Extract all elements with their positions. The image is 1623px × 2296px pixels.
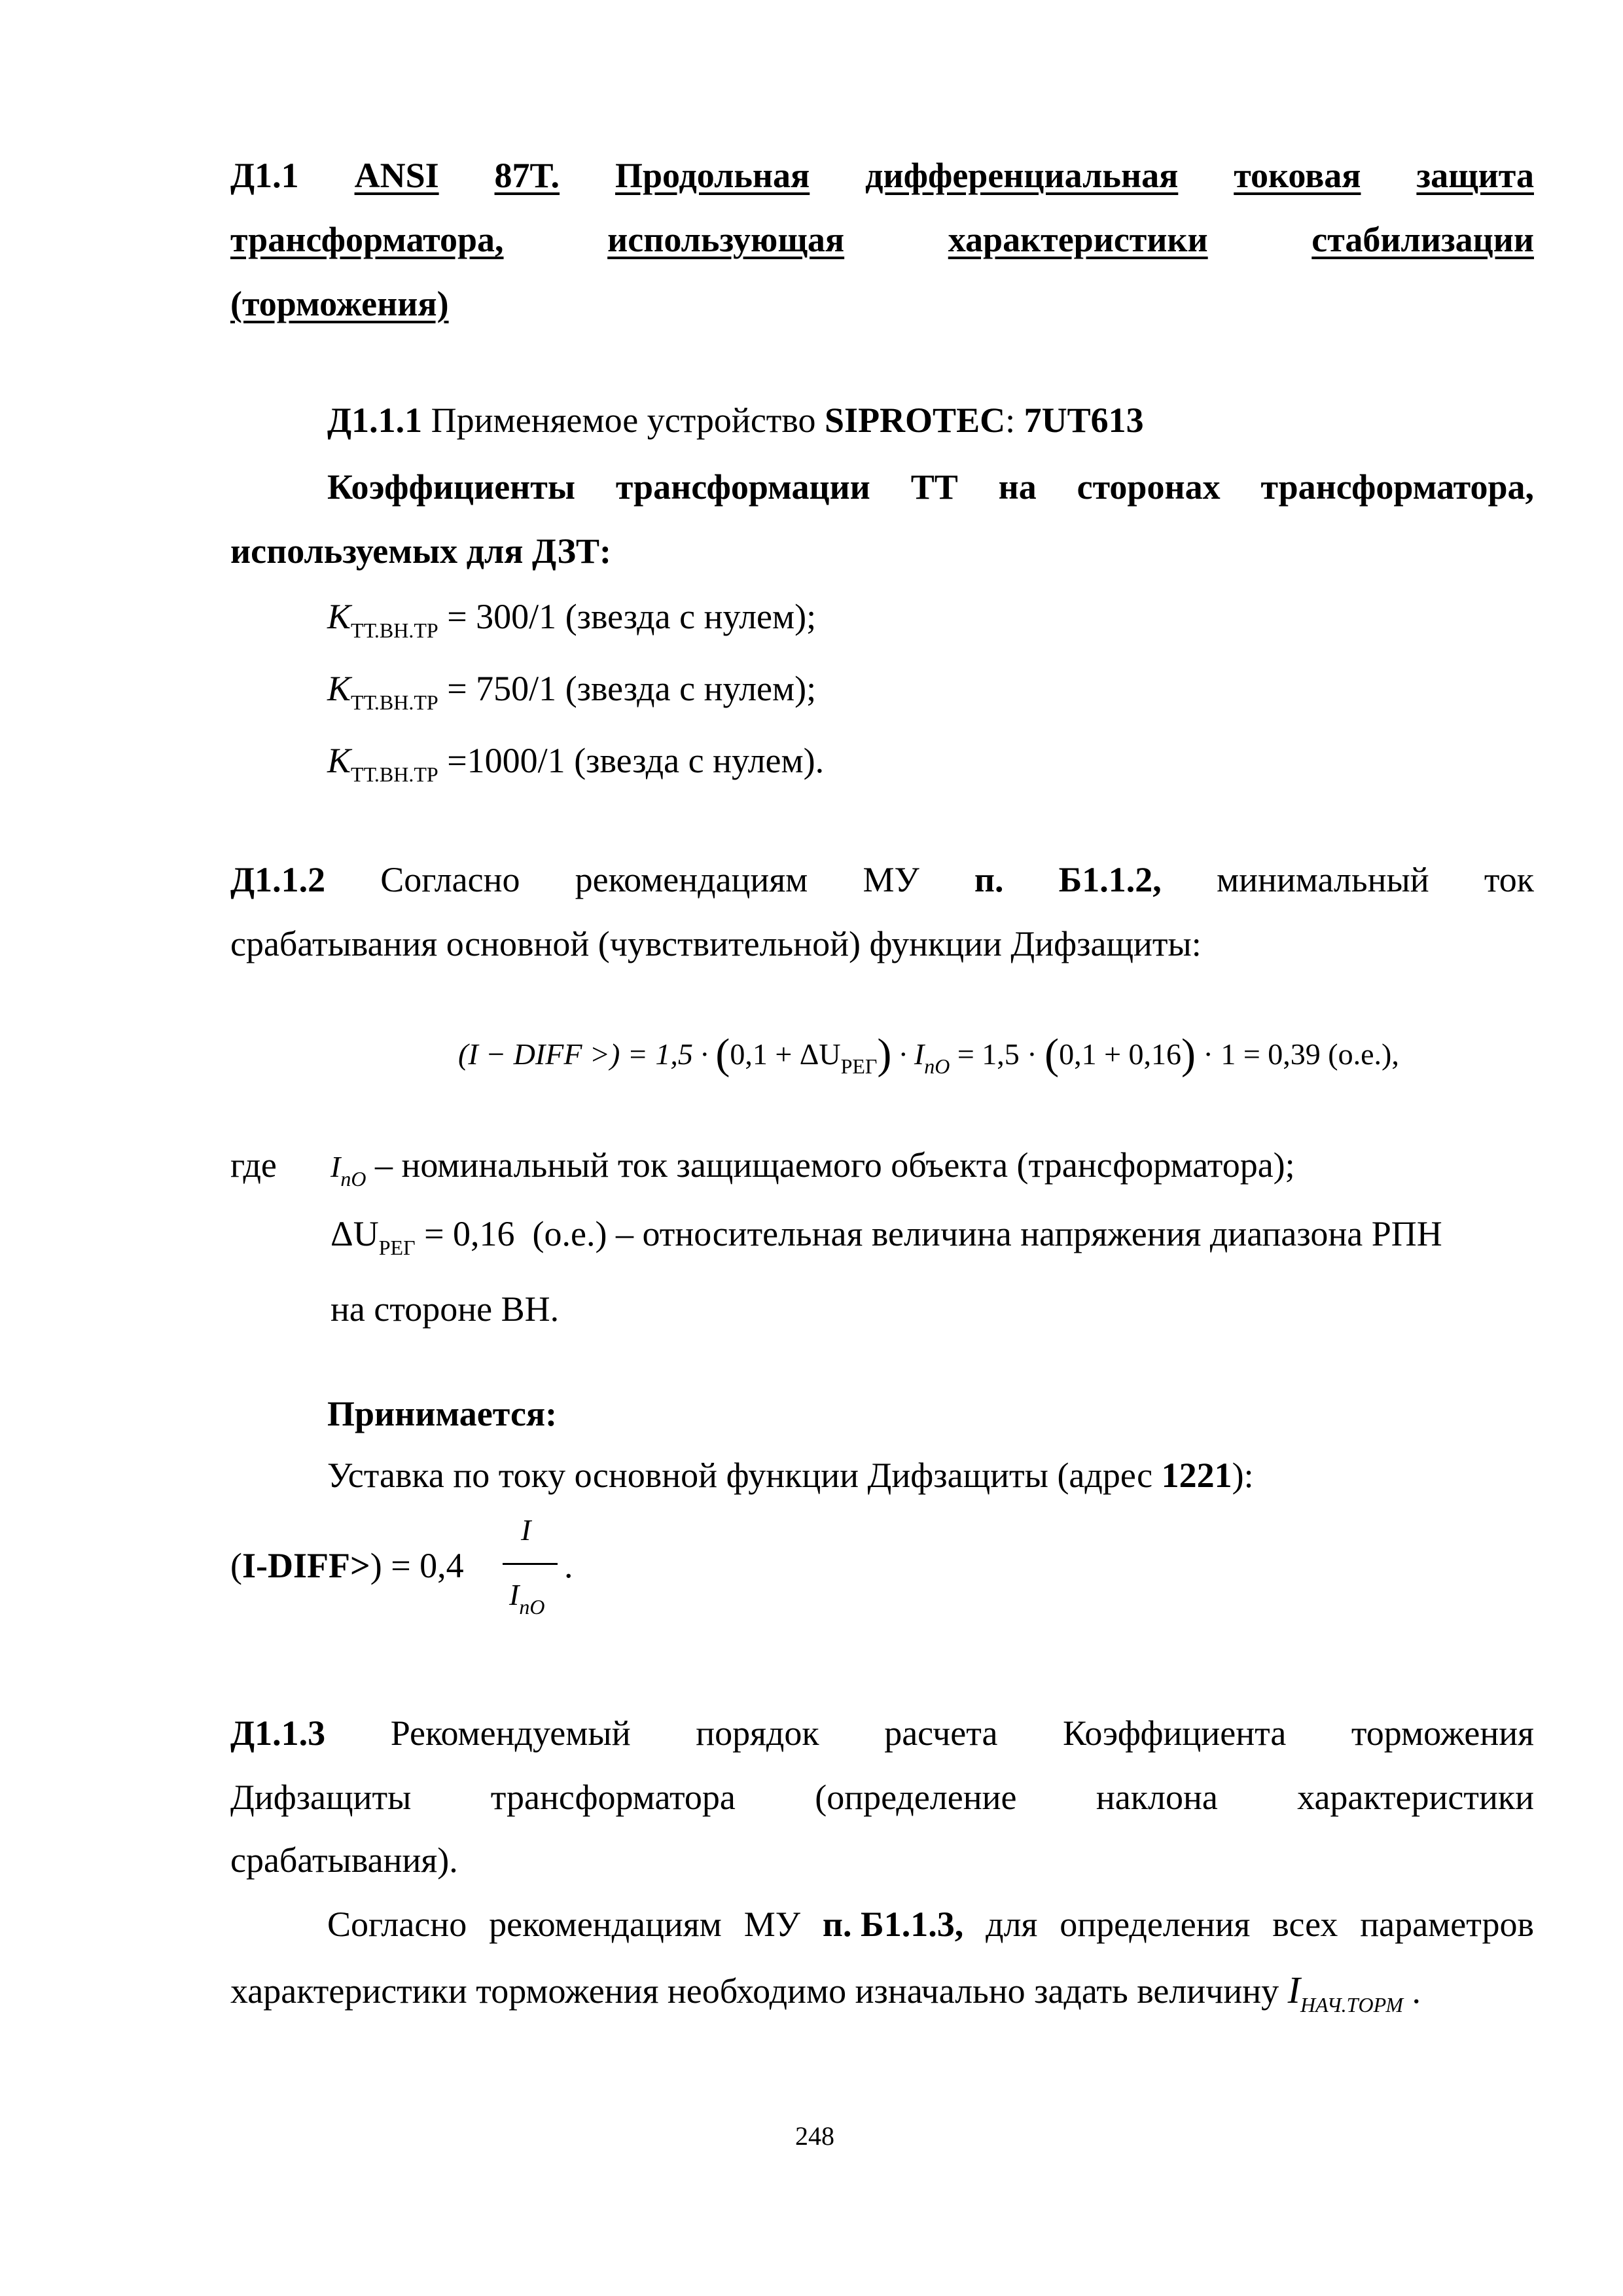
last-para-text: характеристики торможения необходимо изначально задать величину xyxy=(230,1971,1279,2011)
p113-line2 xyxy=(230,1776,1534,1819)
p112-word: Согласно xyxy=(380,860,520,899)
section-heading-line3: (торможения) xyxy=(230,284,449,323)
setting-value: 0,4 xyxy=(419,1546,464,1585)
formula-term: 0,1 + ΔU xyxy=(730,1037,841,1071)
current-symbol: I xyxy=(330,1150,341,1183)
device-paragraph xyxy=(327,399,1144,442)
ratio-value: = 300/1 xyxy=(438,597,557,636)
setting-equals: ) = xyxy=(370,1546,420,1585)
last-para-line1 xyxy=(327,1903,1534,1946)
section-heading-line1 xyxy=(230,154,1534,197)
voltage-description: (о.е.) – относительная величина напряжения диапазона РПН xyxy=(532,1214,1442,1253)
setting-fraction xyxy=(503,1512,562,1630)
p112-word: п. xyxy=(974,860,1004,899)
p113-word: Коэффициента xyxy=(1063,1713,1287,1753)
p112-word: минимальный xyxy=(1216,860,1429,899)
last-para-word: параметров xyxy=(1360,1905,1534,1944)
setting-sentence xyxy=(327,1454,1254,1497)
ratio-note: (звезда с нулем); xyxy=(556,597,817,636)
where-label: где xyxy=(230,1145,277,1185)
setting-text: Уставка по току основной функции Дифзащиты (адрес xyxy=(327,1456,1162,1495)
current-subscript: nO xyxy=(340,1167,366,1191)
fraction-bar xyxy=(503,1563,558,1565)
formula-paren: ) xyxy=(877,1030,892,1078)
subsection-number: Д1.1.3 xyxy=(230,1713,326,1753)
setting-address: 1221 xyxy=(1161,1456,1232,1495)
p113-word: порядок xyxy=(696,1713,819,1753)
ratio-note: (звезда с нулем). xyxy=(565,741,825,780)
formula-paren: ) xyxy=(1181,1030,1196,1078)
ct-heading-word: ТТ xyxy=(910,467,958,507)
section-heading-line2 xyxy=(230,219,1534,261)
p113-word: торможения xyxy=(1351,1713,1534,1753)
last-para-word: определения xyxy=(1060,1905,1251,1944)
p113-word: Дифзащиты xyxy=(230,1778,412,1817)
last-para-word: МУ xyxy=(743,1905,800,1944)
formula-rhs: · 1 = 0,39 xyxy=(1196,1037,1321,1071)
ct-heading-line1 xyxy=(327,466,1534,509)
setting-name: I-DIFF> xyxy=(241,1546,370,1585)
p113-word: расчета xyxy=(884,1713,998,1753)
voltage-symbol: ΔU xyxy=(330,1214,379,1253)
p112-line2: срабатывания основной (чувствительной) функции Дифзащиты: xyxy=(230,924,1202,963)
p113-word: (определение xyxy=(815,1778,1017,1817)
diff-formula xyxy=(458,1024,1399,1076)
ratio-symbol: K xyxy=(327,741,351,780)
subsection-number: Д1.1.1 xyxy=(327,401,423,440)
subsection-number: Д1.1.2 xyxy=(230,860,326,899)
formula-mid: · I xyxy=(891,1037,925,1071)
voltage-value: = 0,16 xyxy=(415,1214,515,1253)
heading-word: защита xyxy=(1416,156,1534,195)
device-text: Применяемое устройство xyxy=(431,401,816,440)
formula-mid2: = 1,5 · xyxy=(950,1037,1045,1071)
p113-line3: срабатывания). xyxy=(230,1840,458,1880)
ct-ratio-row xyxy=(327,740,825,786)
p112-word: рекомендациям xyxy=(575,860,808,899)
formula-paren: ( xyxy=(1044,1030,1060,1078)
last-para-word: п. Б1.1.3, xyxy=(822,1905,964,1944)
start-current-subscript: НАЧ.ТОРМ xyxy=(1300,1993,1403,2017)
p112-word: МУ xyxy=(863,860,919,899)
voltage-subscript: РЕГ xyxy=(378,1236,416,1259)
ratio-value: = 750/1 xyxy=(438,669,557,708)
ratio-subscript: ТТ.ВН.ТР xyxy=(351,691,438,714)
setting-value-line xyxy=(230,1545,464,1587)
p112-line1 xyxy=(230,859,1534,901)
last-para-word: рекомендациям xyxy=(489,1905,722,1944)
last-para-word: всех xyxy=(1272,1905,1338,1944)
heading-word: стабилизации xyxy=(1311,220,1534,259)
accepted-label: Принимается: xyxy=(327,1394,558,1433)
formula-unit: (о.е.), xyxy=(1320,1037,1399,1071)
device-brand: SIPROTEC xyxy=(825,401,1006,440)
ct-ratio-row xyxy=(327,668,817,714)
heading-word: токовая xyxy=(1234,156,1361,195)
last-para-line2 xyxy=(230,1967,1421,2017)
page-number: 248 xyxy=(795,2121,834,2151)
ct-heading-word: сторонах xyxy=(1077,467,1221,507)
heading-word: 87T. xyxy=(494,156,560,195)
section-number: Д1.1 xyxy=(230,156,299,195)
p113-word: трансформатора xyxy=(490,1778,736,1817)
last-para-word: Согласно xyxy=(327,1905,467,1944)
fraction-denominator: $I_{nO}$ xyxy=(509,1578,545,1619)
setting-paren: ( xyxy=(230,1546,242,1585)
voltage-description-line2: на стороне ВН. xyxy=(330,1289,560,1329)
start-current-symbol: I xyxy=(1287,1969,1300,2011)
heading-word: использующая xyxy=(607,220,845,259)
ct-heading-word: на xyxy=(998,467,1037,507)
ratio-note: (звезда с нулем); xyxy=(556,669,817,708)
fraction-end-dot: . xyxy=(564,1546,573,1585)
setting-text-end: ): xyxy=(1232,1456,1254,1495)
where-current xyxy=(330,1144,1295,1191)
formula-term: 0,1 + 0,16 xyxy=(1059,1037,1182,1071)
device-colon: : xyxy=(1005,401,1016,440)
ct-ratio-row xyxy=(327,596,817,642)
last-para-end: . xyxy=(1402,1971,1421,2011)
heading-word: Продольная xyxy=(615,156,810,195)
ratio-value: =1000/1 xyxy=(438,741,565,780)
p112-word: ток xyxy=(1484,860,1534,899)
device-model: 7UT613 xyxy=(1024,401,1144,440)
p113-word: характеристики xyxy=(1297,1778,1534,1817)
formula-sub: РЕГ xyxy=(840,1054,878,1078)
formula-lhs: (I − DIFF >) = 1,5 · xyxy=(458,1037,716,1071)
ratio-symbol: K xyxy=(327,597,351,636)
ct-heading-word: трансформации xyxy=(615,467,870,507)
p112-word: Б1.1.2, xyxy=(1058,860,1162,899)
heading-word: трансформатора, xyxy=(230,220,504,259)
heading-word: характеристики xyxy=(948,220,1208,259)
heading-word: дифференциальная xyxy=(865,156,1179,195)
p113-line1 xyxy=(230,1712,1534,1755)
p113-word: наклона xyxy=(1096,1778,1218,1817)
formula-sub: nO xyxy=(924,1054,950,1078)
current-description: – номинальный ток защищаемого объекта (трансформатора); xyxy=(366,1145,1295,1185)
ratio-subscript: ТТ.ВН.ТР xyxy=(351,762,438,786)
ct-heading-word: Коэффициенты xyxy=(327,467,575,507)
heading-word: ANSI xyxy=(354,156,439,195)
last-para-word: для xyxy=(986,1905,1038,1944)
ratio-symbol: K xyxy=(327,669,351,708)
where-voltage xyxy=(330,1213,1442,1259)
ratio-subscript: ТТ.ВН.ТР xyxy=(351,619,438,642)
ct-heading-line2: используемых для ДЗТ: xyxy=(230,531,611,571)
fraction-numerator: I xyxy=(521,1513,531,1547)
ct-heading-word: трансформатора, xyxy=(1260,467,1534,507)
p113-word: Рекомендуемый xyxy=(390,1713,631,1753)
formula-paren: ( xyxy=(715,1030,730,1078)
